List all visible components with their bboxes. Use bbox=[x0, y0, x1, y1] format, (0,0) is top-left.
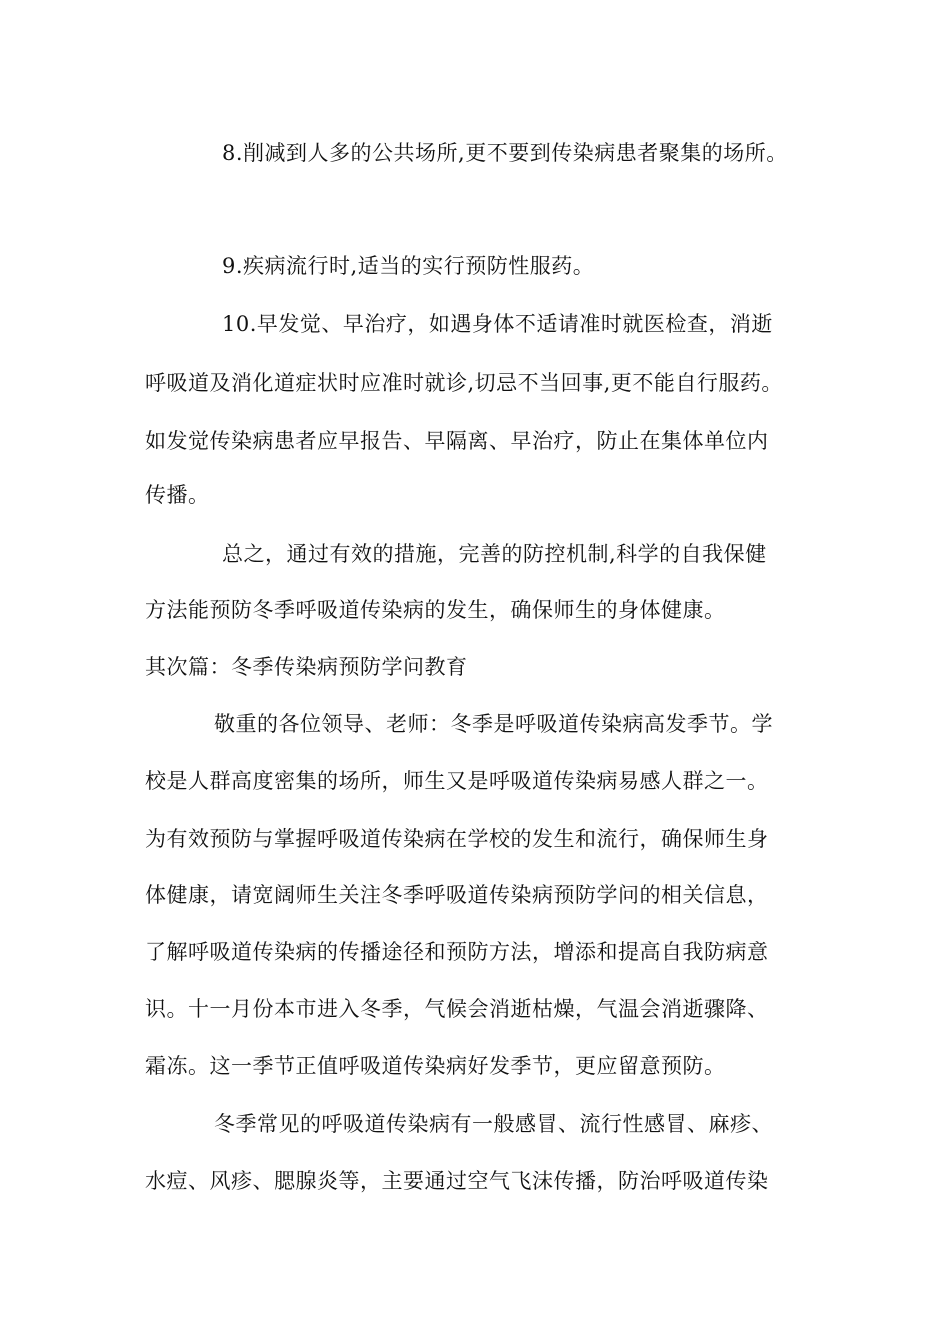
paragraph-line: 水痘、风疹、腮腺炎等，主要通过空气飞沫传播，防治呼吸道传染 bbox=[145, 1169, 769, 1193]
paragraph-line: 体健康，请宽阔师生关注冬季呼吸道传染病预防学问的相关信息， bbox=[145, 883, 769, 907]
paragraph-line: 敬重的各位领导、老师：冬季是呼吸道传染病高发季节。学 bbox=[214, 712, 773, 736]
list-item-8: 8.削减到人多的公共场所,更不要到传染病患者聚集的场所。 bbox=[222, 141, 788, 165]
paragraph-line: 冬季常见的呼吸道传染病有一般感冒、流行性感冒、麻疹、 bbox=[214, 1112, 773, 1136]
paragraph-line: 识。十一月份本市进入冬季，气候会消逝枯燥，气温会消逝骤降、 bbox=[145, 997, 769, 1021]
paragraph-line: 了解呼吸道传染病的传播途径和预防方法，增添和提高自我防病意 bbox=[145, 940, 769, 964]
paragraph-line: 为有效预防与掌握呼吸道传染病在学校的发生和流行，确保师生身 bbox=[145, 827, 769, 851]
list-item-10: 10.早发觉、早治疗，如遇身体不适请准时就医检查，消逝 bbox=[222, 312, 773, 336]
list-item-9: 9.疾病流行时,适当的实行预防性服药。 bbox=[222, 254, 595, 278]
section-heading: 其次篇：冬季传染病预防学问教育 bbox=[145, 655, 468, 679]
paragraph-line: 如发觉传染病患者应早报告、早隔离、早治疗，防止在集体单位内 bbox=[145, 429, 769, 453]
paragraph-line: 传播。 bbox=[145, 483, 210, 507]
paragraph-line: 呼吸道及消化道症状时应准时就诊,切忌不当回事,更不能自行服药。 bbox=[145, 371, 783, 395]
paragraph-line: 校是人群高度密集的场所，师生又是呼吸道传染病易感人群之一。 bbox=[145, 769, 769, 793]
paragraph-line: 方法能预防冬季呼吸道传染病的发生，确保师生的身体健康。 bbox=[145, 598, 726, 622]
summary-paragraph: 总之，通过有效的措施，完善的防控机制,科学的自我保健 bbox=[222, 542, 767, 566]
paragraph-line: 霜冻。这一季节正值呼吸道传染病好发季节，更应留意预防。 bbox=[145, 1054, 726, 1078]
